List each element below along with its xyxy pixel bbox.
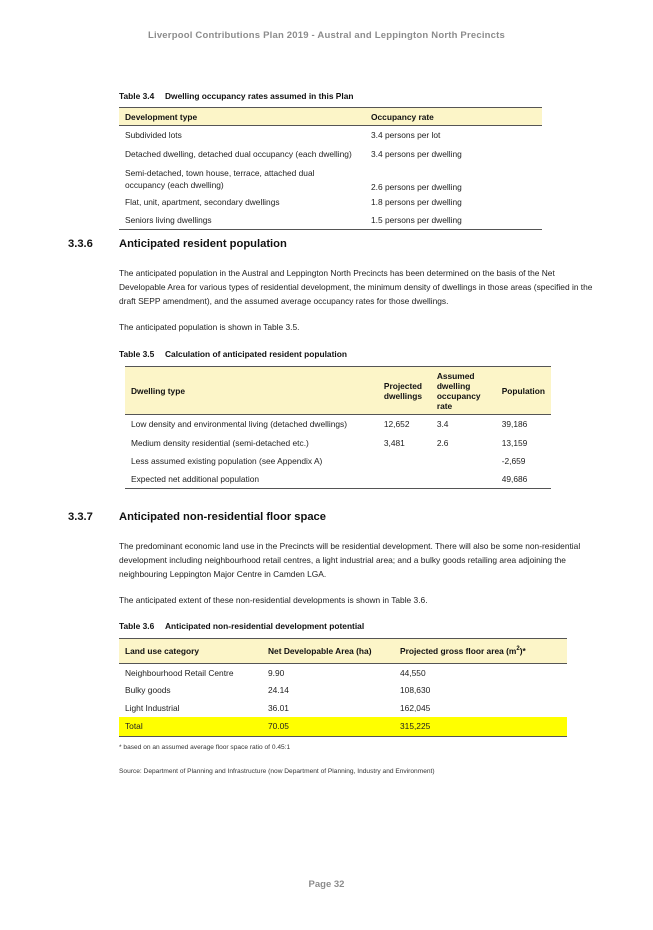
column-header: Projected dwellings (378, 367, 431, 415)
table-cell: Flat, unit, apartment, secondary dwellings (125, 197, 280, 207)
table-cell: 44,550 (400, 667, 426, 678)
table-cell: -2,659 (501, 455, 526, 466)
table-cell: 3,481 (383, 437, 405, 448)
table-row (119, 699, 567, 717)
header-text: )* (519, 646, 526, 656)
table-row (125, 470, 551, 489)
table-header-row (119, 108, 542, 126)
table-header-row (125, 367, 551, 415)
resident-population-table (125, 366, 551, 489)
table-number: Table 3.4 (119, 91, 155, 101)
paragraph: The anticipated population in the Austral and Leppington North Precincts has been determined on the basis of the Net Developable Area for various types of residential development, the minimum density of dwellings in those areas (specified in the draft SEPP amendment), and the assumed average occupancy rates for those dwellings. (119, 268, 593, 306)
table-cell: Low density and environmental living (detached dwellings) (131, 419, 348, 430)
table-cell: Seniors living dwellings (119, 211, 365, 230)
footnote: * based on an assumed average floor space ratio of 0.45:1 (119, 744, 291, 751)
section-number: 3.3.6 (68, 238, 93, 250)
table-cell: 24.14 (268, 685, 289, 695)
table-cell: Expected net additional population (125, 470, 378, 489)
non-residential-table (119, 638, 567, 737)
paragraph: The predominant economic land use in the Precincts will be residential development. There will also be some non-residential development including neighbourhood retail centres, a light industrial area; and a bulky goods retailing area adjoining the neighbouring Leppington Major Centre in Camden LGA. (119, 541, 581, 579)
section-heading-3-3-7 (68, 511, 326, 523)
table-title: Anticipated non-residential development potential (165, 621, 365, 631)
table-cell: Neighbourhood Retail Centre (125, 667, 234, 678)
table-cell: 1.8 persons per dwelling (371, 197, 462, 207)
table-cell (431, 470, 496, 489)
table-cell: Medium density residential (semi-detached etc.) (131, 437, 309, 448)
running-header: Liverpool Contributions Plan 2019 - Austral and Leppington North Precincts (147, 30, 505, 41)
table-number: Table 3.6 (119, 621, 155, 631)
table-cell: 162,045 (400, 702, 431, 713)
table-cell: 2.6 persons per dwelling (371, 181, 462, 192)
table-cell: 2.6 (436, 437, 449, 448)
table-row (119, 126, 542, 145)
table-cell: 3.4 persons per lot (371, 130, 441, 141)
total-row (119, 717, 567, 737)
section-number: 3.3.7 (68, 511, 93, 523)
occupancy-rates-table (119, 107, 542, 230)
section-title: Anticipated non-residential floor space (119, 511, 327, 523)
table-title: Calculation of anticipated resident population (165, 349, 347, 359)
column-header: Net Developable Area (ha) (262, 639, 394, 664)
table-cell (378, 452, 431, 470)
table-row (125, 434, 551, 452)
column-header: Population (496, 367, 551, 415)
table-cell: Light Industrial (125, 702, 180, 713)
superscript: 2 (516, 646, 520, 653)
table-row (119, 145, 542, 164)
table-cell: Subdivided lots (125, 130, 182, 141)
table-3-4-caption (119, 91, 354, 101)
table-cell: 49,686 (496, 470, 551, 489)
table-row (119, 664, 567, 682)
table-title: Dwelling occupancy rates assumed in this Plan (165, 91, 354, 101)
table-cell: Less assumed existing population (see Appendix A) (131, 455, 323, 466)
paragraph: The anticipated extent of these non-residential developments is shown in Table 3.6. (119, 595, 428, 605)
table-cell: Detached dwelling, detached dual occupancy (each dwelling) (125, 149, 352, 159)
table-cell: 12,652 (383, 419, 410, 430)
column-header: Assumed dwelling occupancy rate (431, 367, 496, 415)
table-row (119, 194, 542, 211)
table-3-5-caption (119, 349, 347, 359)
table-cell (119, 164, 365, 194)
table-cell: Bulky goods (125, 685, 171, 695)
table-header-row (119, 639, 567, 664)
section-title: Anticipated resident population (119, 238, 287, 250)
section-heading-3-3-6 (68, 238, 287, 250)
table-cell: 1.5 persons per dwelling (365, 211, 542, 230)
table-cell: 3.4 (436, 419, 449, 430)
column-header: Land use category (119, 639, 262, 664)
table-number: Table 3.5 (119, 349, 155, 359)
table-cell: 9.90 (268, 667, 285, 678)
table-row (125, 415, 551, 434)
table-cell: 39,186 (501, 419, 528, 430)
header-text: Projected gross floor area (m (400, 646, 517, 656)
source-note: Source: Department of Planning and Infrastructure (now Department of Planning, Industry and Environment) (119, 768, 435, 775)
paragraph: The anticipated population is shown in Table 3.5. (119, 322, 300, 332)
table-cell: 36.01 (268, 702, 289, 713)
table-cell: 70.05 (262, 717, 394, 737)
cell-line: Semi-detached, town house, terrace, attached dual (125, 167, 315, 178)
table-cell: Total (119, 717, 262, 737)
column-header: Dwelling type (125, 367, 378, 415)
column-header: Occupancy rate (365, 108, 542, 126)
table-row (125, 452, 551, 470)
table-row (119, 164, 542, 194)
column-header (394, 639, 567, 664)
page-number: Page 32 (308, 879, 345, 890)
table-cell: 108,630 (400, 685, 431, 695)
table-cell: 315,225 (394, 717, 567, 737)
table-cell (431, 452, 496, 470)
column-header: Development type (119, 108, 365, 126)
table-cell: 13,159 (501, 437, 528, 448)
table-cell: 3.4 persons per dwelling (371, 149, 462, 159)
table-row (119, 211, 542, 230)
table-row (119, 682, 567, 699)
table-cell (378, 470, 431, 489)
cell-line: occupancy (each dwelling) (125, 179, 224, 190)
table-3-6-caption (119, 621, 364, 631)
